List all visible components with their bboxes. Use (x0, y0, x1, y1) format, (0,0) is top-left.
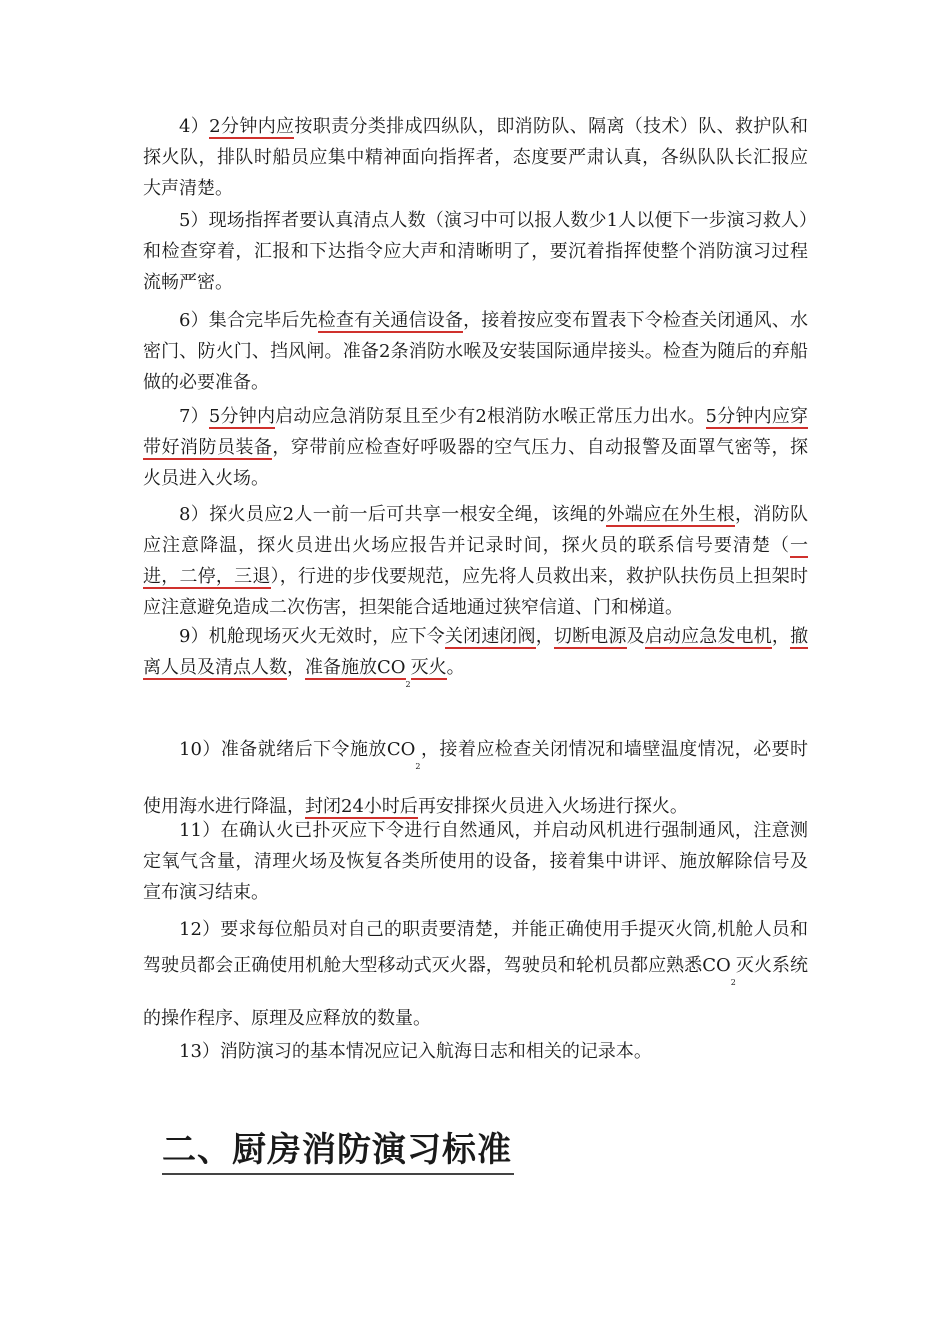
underlined-phrase: 启动应急发电机 (644, 626, 772, 647)
paragraph-text: 启动应急消防泵且至少有2根消防水喉正常压力出水。 (275, 406, 706, 427)
paragraph-text: ，消防队应注意降温，探火员进出火场应报告并记录时间，探火员的联系信号要清楚（ (143, 504, 809, 556)
paragraph-6 (143, 305, 808, 398)
subscript: 2 (730, 978, 736, 987)
underlined-phrase: 关闭速闭阀 (444, 626, 536, 647)
paragraph-4 (143, 111, 808, 204)
paragraph-text: 要求每位船员对自己的职责要清楚，并能正确使用手提灭火筒,机舱人员和驾驶员都会正确使用机舱大型移动式灭火器，驾驶员和轮机员都应熟悉CO (143, 919, 808, 976)
paragraph-text: 。 (446, 657, 465, 678)
paragraph-text: ， (771, 626, 791, 647)
item-number: 10） (179, 739, 221, 760)
underlined-phrase: 切断电源 (553, 626, 627, 647)
item-number: 5） (179, 210, 209, 231)
paragraph-text: 灭火系统的操作程序、原理及应释放的数量。 (143, 955, 809, 1029)
item-number: 13） (179, 1041, 220, 1062)
subscript: 2 (405, 680, 411, 689)
item-number: 9） (179, 626, 209, 647)
item-number: 8） (179, 504, 210, 525)
paragraph-text: 按职责分类排成四纵队，即消防队、隔离（技术）队、救护队和探火队，排队时船员应集中精神面向指挥者，态度要严肃认真，各纵队队长汇报应大声清楚。 (143, 116, 809, 199)
paragraph-text: ），行进的步伐要规范，应先将人员救出来，救护队扶伤员上担架时应注意避免造成二次伤害，担架能合适地通过狭窄信道、门和梯道。 (143, 566, 809, 618)
section-heading: 二、厨房消防演习标准 (162, 1130, 512, 1170)
underlined-phrase: 外端应在外生根 (606, 504, 735, 525)
paragraph-9 (143, 621, 808, 700)
paragraph-13 (143, 1036, 808, 1067)
paragraph-text: ， (535, 626, 554, 647)
paragraph-text: 在确认火已扑灭应下令进行自然通风，并启动风机进行强制通风，注意测定氧气含量，清理火场及恢复各类所使用的设备，接着集中讲评、施放解除信号及宣布演习结束。 (143, 820, 808, 903)
underlined-phrase: 5分钟内应穿带好消防员装备 (143, 406, 809, 458)
paragraph-11 (143, 815, 808, 908)
paragraph-text: 集合完毕后先 (208, 310, 318, 331)
underlined-phrase: 一进，二停，三退 (143, 535, 808, 587)
paragraph-text: 再安排探火员进入火场进行探火。 (417, 796, 688, 817)
paragraph-10 (143, 730, 808, 827)
paragraph-12 (143, 912, 808, 1037)
paragraph-7 (143, 401, 808, 494)
paragraph-text: ，接着应检查关闭情况和墙壁温度情况，必要时使用海水进行降温， (143, 739, 809, 817)
paragraph-text: 探火员应2人一前一后可共享一根安全绳，该绳的 (209, 504, 607, 525)
item-number: 7） (179, 406, 209, 427)
paragraph-text: ，接着按应变布置表下令检查关闭通风、水密门、防火门、挡风闸。准备2条消防水喉及安装国际通岸接头。检查为随后的弃船做的必要准备。 (143, 310, 809, 393)
paragraph-text: 现场指挥者要认真清点人数（演习中可以报人数少1人以便下一步演习救人）和检查穿着，汇报和下达指令应大声和清晰明了，要沉着指挥使整个消防演习过程流畅严密。 (143, 210, 809, 293)
underlined-phrase: 检查有关通信设备 (317, 310, 464, 331)
underlined-phrase: 灭火 (410, 657, 447, 678)
paragraph-text: 机舱现场灭火无效时，应下令 (208, 626, 445, 647)
paragraph-text: ，穿带前应检查好呼吸器的空气压力、自动报警及面罩气密等，探火员进入火场。 (143, 437, 809, 489)
subscript: 2 (415, 762, 421, 771)
heading-underline (162, 1173, 514, 1175)
item-number: 12） (179, 919, 221, 940)
underlined-phrase: 2分钟内应 (209, 116, 295, 137)
paragraph-text: 消防演习的基本情况应记入航海日志和相关的记录本。 (219, 1041, 652, 1062)
paragraph-5 (143, 205, 808, 298)
paragraph-text: 及 (626, 626, 645, 647)
paragraph-text: ， (287, 657, 305, 678)
item-number: 4） (179, 116, 210, 137)
item-number: 6） (179, 310, 209, 331)
underlined-phrase: 准备施放CO (305, 657, 406, 678)
paragraph-8 (143, 499, 808, 623)
underlined-phrase: 封闭24小时后 (305, 796, 418, 817)
underlined-phrase: 5分钟内 (208, 406, 276, 427)
paragraph-text: 准备就绪后下令施放CO (220, 739, 416, 760)
item-number: 11） (179, 820, 221, 841)
underlined-phrase: 撤离人员及清点人数 (143, 626, 809, 678)
